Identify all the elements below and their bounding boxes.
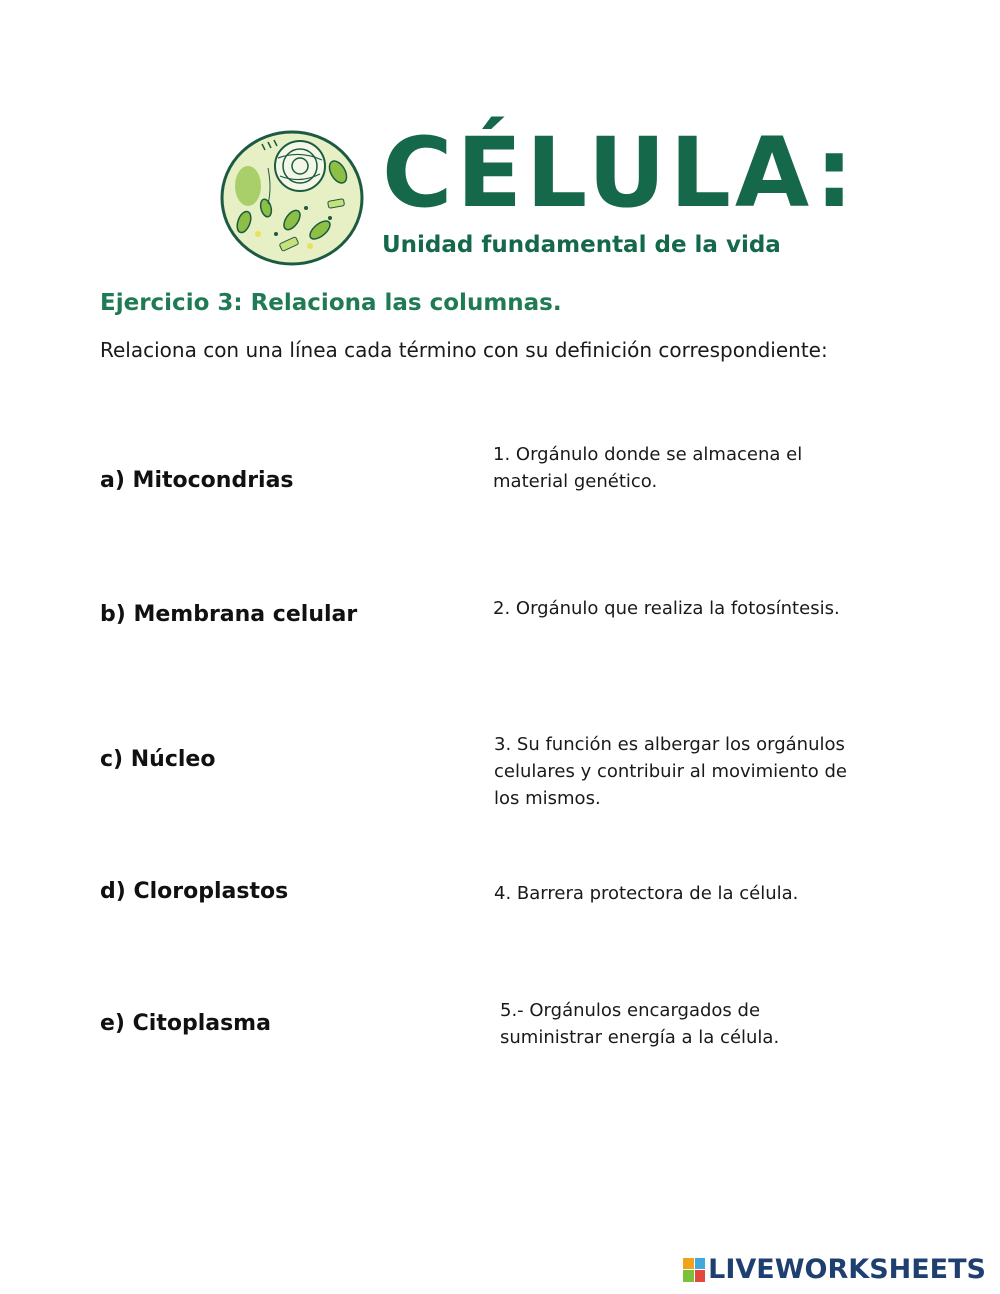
definition-3-line-1: 3. Su función es albergar los orgánulos (494, 734, 845, 755)
definition-4[interactable] (494, 880, 894, 907)
definition-4-line-1: 4. Barrera protectora de la célula. (494, 883, 799, 904)
definition-5-line-1: 5.- Orgánulos encargados de (500, 1000, 761, 1021)
page-title: CÉLULA: (382, 117, 858, 229)
exercise-instruction: Relaciona con una línea cada término con su definición correspondiente: (100, 338, 828, 362)
cell-illustration (218, 128, 366, 268)
liveworksheets-wordmark: LIVEWORKSHEETS (708, 1254, 986, 1285)
definition-3-line-2: celulares y contribuir al movimiento de (494, 761, 847, 782)
vacuole-icon (235, 166, 261, 206)
definition-5[interactable] (500, 997, 900, 1051)
term-b[interactable]: b) Membrana celular (100, 602, 358, 627)
term-a[interactable]: a) Mitocondrias (100, 468, 294, 493)
definition-1[interactable] (493, 441, 893, 495)
definition-3-line-3: los mismos. (494, 788, 601, 809)
page-subtitle: Unidad fundamental de la vida (382, 232, 781, 258)
liveworksheets-badge-icon (683, 1258, 705, 1282)
term-e[interactable]: e) Citoplasma (100, 1011, 271, 1036)
nucleus-icon (275, 141, 325, 191)
term-d[interactable]: d) Cloroplastos (100, 879, 289, 904)
definition-2-line-1: 2. Orgánulo que realiza la fotosíntesis. (493, 598, 840, 619)
definition-2[interactable] (493, 595, 893, 622)
term-c[interactable]: c) Núcleo (100, 747, 216, 772)
definition-3[interactable] (494, 731, 894, 812)
definition-5-line-2: suministrar energía a la célula. (500, 1027, 780, 1048)
liveworksheets-logo[interactable] (683, 1254, 986, 1285)
exercise-heading: Ejercicio 3: Relaciona las columnas. (100, 290, 562, 316)
definition-1-line-2: material genético. (493, 471, 658, 492)
definition-1-line-1: 1. Orgánulo donde se almacena el (493, 444, 803, 465)
